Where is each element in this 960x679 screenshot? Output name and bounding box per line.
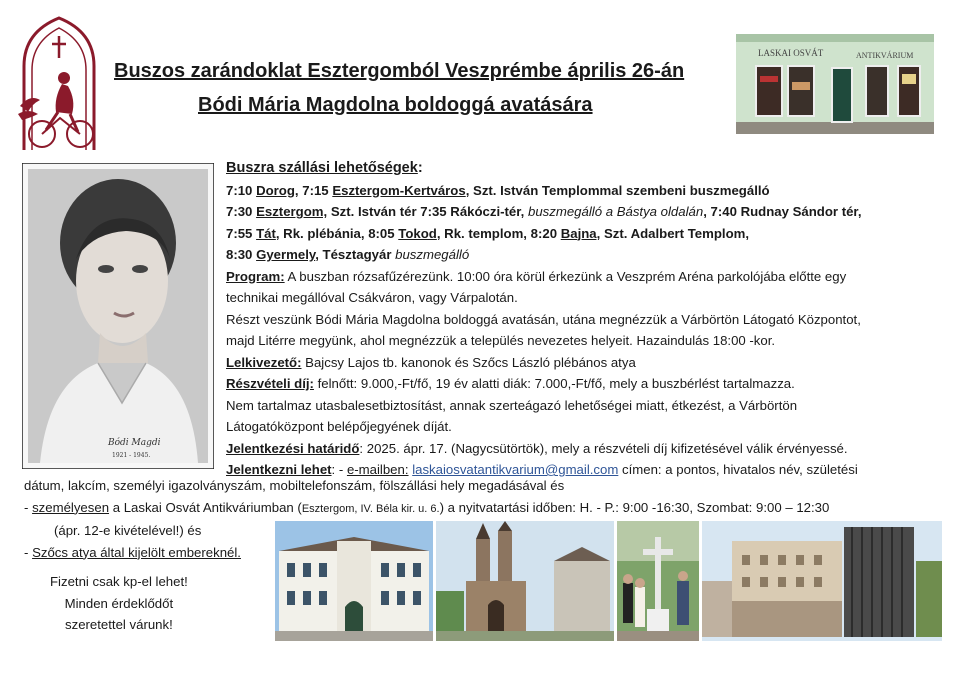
title-line-2: Bódi Mária Magdolna boldoggá avatására: [198, 94, 593, 116]
shop-sign-right: ANTIKVÁRIUM: [856, 51, 914, 60]
register-line-3: - személyesen a Laskai Osvát Antikváriumban (Esztergom, IV. Béla kir. u. 6.) a nyitvatartási időben: H. - P.: 9:00 -16:30, Szombat: 9:00 – 12:30: [24, 499, 830, 515]
register-line-5: - Szőcs atya által kijelölt embereknél.: [24, 544, 241, 560]
transport-heading: Buszra szállási lehetőségek:: [226, 160, 423, 176]
title-line-1: Buszos zarándoklat Esztergomból Veszprémbe április 26-án: [114, 60, 685, 82]
portrait-photo: [22, 163, 214, 469]
payment-line-2: Minden érdeklődőt: [64, 595, 174, 611]
bookshop-storefront-photo: [736, 34, 934, 134]
program-line-4: majd Litérre megyünk, ahol megnézzük a település nevezetes helyeit. Hazaindulás 18:00 -kor.: [226, 333, 776, 348]
program-line-1: Program: A buszban rózsafűzérezünk. 10:00 óra körül érkezünk a Veszprém Aréna parkolójába előtte egy: [226, 268, 847, 284]
fee-line-2: Nem tartalmaz utasbalesetbiztosítást, annak szerteágazó lehetőségei miatt, étkezést, a Várbörtön: [226, 397, 798, 413]
fee-line-1: Részvételi díj: felnőtt: 9.000,-Ft/fő, 19 év alatti diák: 7.000,-Ft/fő, mely a buszbérlést tartalmazza.: [226, 376, 795, 391]
stop-line-3: 7:55 Tát, Rk. plébánia, 8:05 Tokod, Rk. templom, 8:20 Bajna, Szt. Adalbert Templom,: [226, 225, 750, 241]
payment-line-1: Fizetni csak kp-el lehet!: [50, 574, 188, 589]
register-line-1: Jelentkezni lehet: - e-mailben: laskaiosvatantikvarium@gmail.com címen: a pontos, hivatalos név, születési: [226, 462, 858, 477]
pilgrimage-logo: [16, 14, 102, 154]
stop-line-2: 7:30 Esztergom, Szt. István tér 7:35 Rákóczi-tér, buszmegálló a Bástya oldalán, 7:40 Rudnay Sándor tér,: [226, 204, 862, 219]
stop-line-4: 8:30 Gyermely, Tésztagyár buszmegálló: [226, 247, 470, 262]
stop-line-1: 7:10 Dorog, 7:15 Esztergom-Kertváros, Szt. István Templommal szembeni buszmegálló: [226, 182, 770, 198]
payment-line-3: szeretettel várunk!: [65, 617, 173, 632]
leaders-line: Lelkivezető: Bajcsy Lajos tb. kanonok és Szőcs László plébános atya: [226, 354, 636, 370]
info-column: [226, 157, 862, 481]
payment-note: [50, 571, 188, 636]
fee-line-3: Látogatóközpont belépőjegyének díját.: [226, 419, 452, 434]
portrait-signature: Bódi Magdi: [108, 438, 161, 448]
memorial-cross-photo: [617, 521, 699, 641]
portrait-years: 1921 - 1945.: [112, 452, 151, 459]
register-line-2: dátum, lakcím, személyi igazolványszám, mobiltelefonszám, fölszállási hely megadásával és: [24, 478, 565, 493]
deadline-line: Jelentkezési határidő: 2025. ápr. 17. (Nagycsütörtök), mely a részvételi díj kifizetésével válik érvényessé.: [226, 440, 848, 456]
register-line-4: (ápr. 12-e kivételével!) és: [54, 523, 202, 538]
cathedral-photo: [436, 521, 614, 641]
castle-prison-photo: [702, 521, 942, 641]
program-line-2: technikai megállóval Csákváron, vagy Várpalotán.: [226, 290, 518, 305]
shop-sign-left: LASKAI OSVÁT: [758, 48, 824, 58]
email-link[interactable]: laskaiosvatantikvarium@gmail.com: [412, 462, 619, 477]
program-line-3: Részt veszünk Bódi Mária Magdolna boldoggá avatásán, utána megnézzük a Várbörtön Látogató Központot,: [226, 311, 861, 327]
bishops-palace-photo: [275, 521, 433, 641]
